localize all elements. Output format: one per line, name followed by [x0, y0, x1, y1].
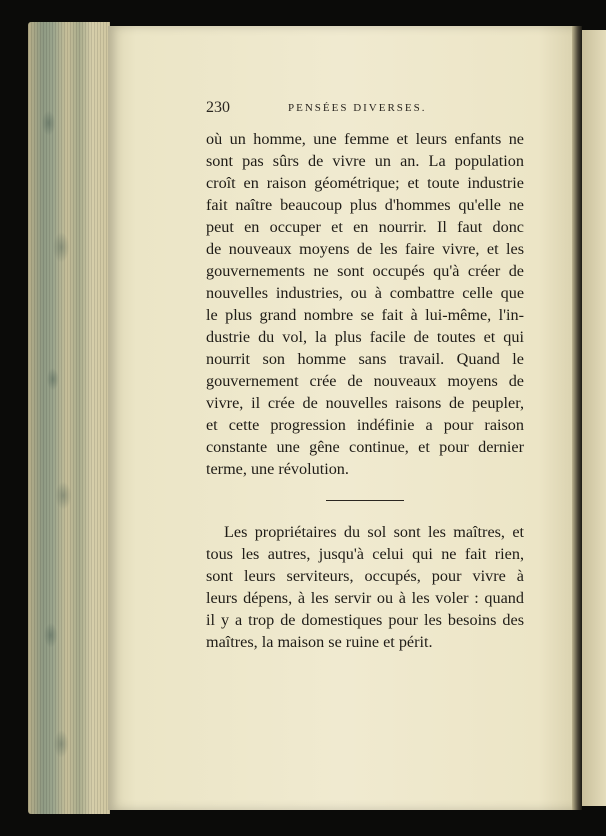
page-header	[206, 99, 478, 119]
text-line: sont leurs serviteurs, occupés, pour vivre à	[206, 567, 524, 585]
text-line: tous les autres, jusqu'à celui qui ne fait rien,	[206, 545, 524, 563]
page-number: 230	[206, 99, 230, 116]
text-line: croît en raison géométrique; et toute industrie	[206, 174, 524, 192]
text-line: de nouveaux moyens de les faire vivre, et les	[206, 240, 524, 258]
text-line: il y a trop de domestiques pour les besoins des	[206, 611, 524, 629]
text-line: nourrit son homme sans travail. Quand le	[206, 350, 524, 368]
text-line: sont pas sûrs de vivre un an. La population	[206, 152, 524, 170]
text-line: constante une gêne continue, et pour dernier	[206, 438, 524, 456]
text-line: terme, une révolution.	[206, 460, 349, 478]
text-line: et cette progression indéfinie a pour raison	[206, 416, 524, 434]
text-line: nouvelles industries, ou à combattre celle que	[206, 284, 524, 302]
text-line: peut en occuper et en nourrir. Il faut donc	[206, 218, 524, 236]
text-line: le plus grand nombre se fait à lui-même, l'in-	[206, 306, 524, 324]
text-line: où un homme, une femme et leurs enfants ne	[206, 130, 524, 148]
paragraph-1	[206, 128, 524, 480]
text-line: leurs dépens, à les servir ou à les voler : quand	[206, 589, 524, 607]
paragraph-2	[206, 521, 524, 653]
facing-page-edge	[582, 30, 606, 806]
text-line: fait naître beaucoup plus d'hommes qu'elle ne	[206, 196, 524, 214]
marbled-edge-pattern	[36, 30, 78, 806]
text-line: gouvernements ne sont occupés qu'à créer de	[206, 262, 524, 280]
book-gutter	[572, 26, 582, 810]
text-line: Les propriétaires du sol sont les maîtres, et	[224, 523, 524, 541]
running-title: PENSÉES DIVERSES.	[288, 102, 427, 114]
text-line: vivre, il crée de nouvelles raisons de peupler,	[206, 394, 524, 412]
section-divider	[326, 500, 404, 501]
text-line: maîtres, la maison se ruine et périt.	[206, 633, 433, 651]
text-line: gouvernement crée de nouveaux moyens de	[206, 372, 524, 390]
text-line: dustrie du vol, la plus facile de toutes et qui	[206, 328, 524, 346]
